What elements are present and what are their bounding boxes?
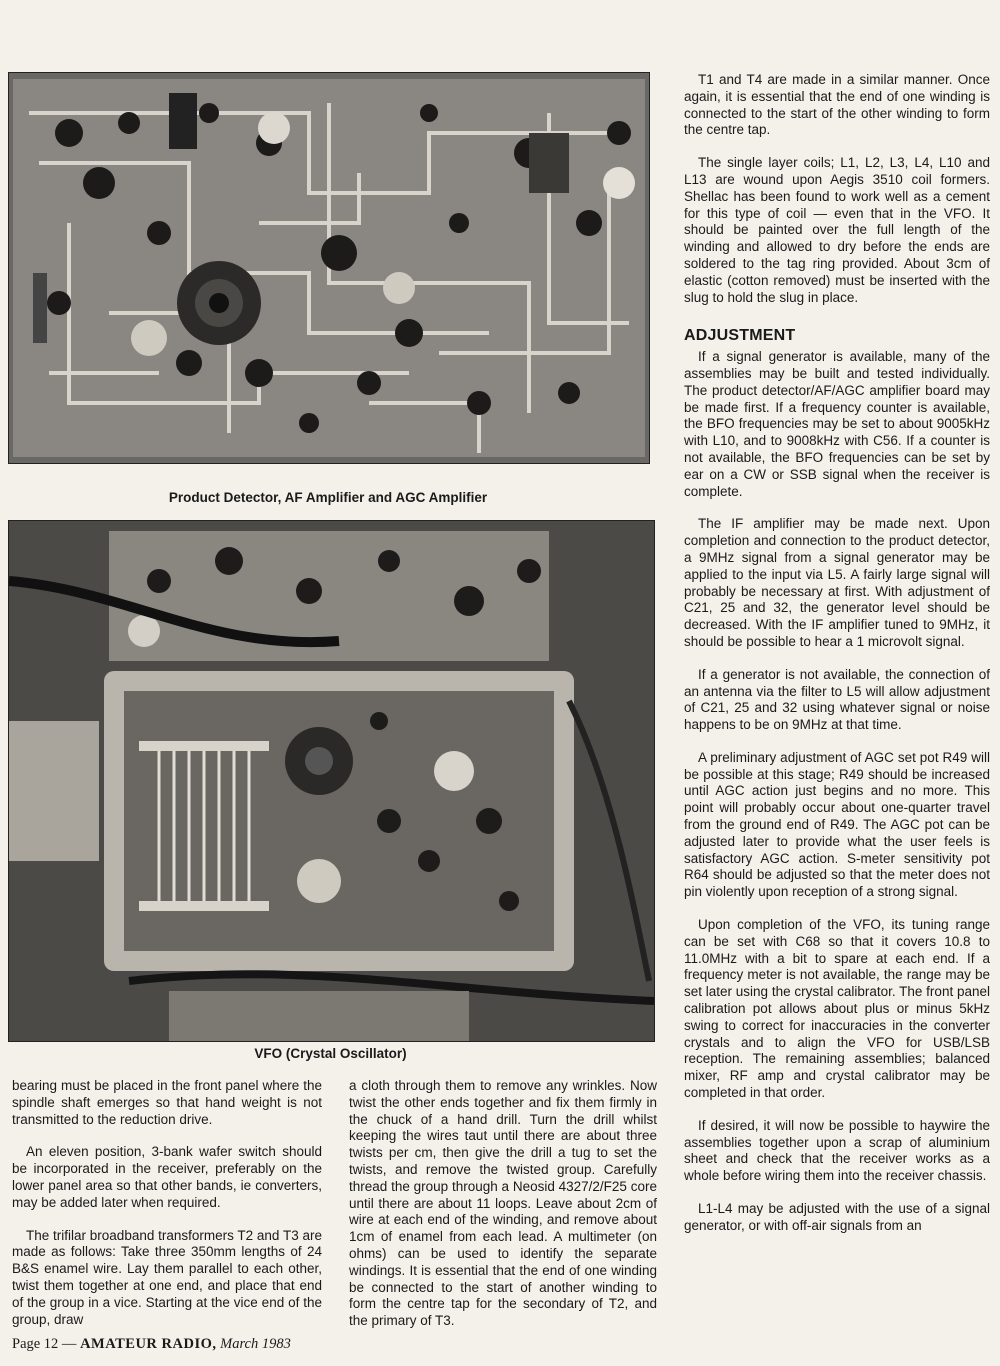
paragraph: If a signal generator is available, many of the assemblies may be built and tested individually. The product detector/AF/AGC amplifier board may be made first. If a frequency counter is available, the BFO frequencies may be set to about 9005kHz with L10, and to 9008kHz with C56. If a counter is not available, the BFO frequencies can be set by ear on a CW or SSB signal when the receiver is complete. — [684, 349, 990, 499]
right-text-column — [684, 72, 990, 1251]
paragraph: a cloth through them to remove any wrinkles. Now twist the other ends together and fix them firmly in the chuck of a hand drill. Turn the drill whilst keeping the wires taut until there are about three twists per cm, then give the drill a tug to set the twists, and remove the twisted group. Carefully thread the group through a Neosid 4327/2/F25 core until there are about 11 loops. Leave about 2cm of wire at each end of the winding, and remove about 1cm of enamel from each lead. A multimeter (on ohms) can be used to identify the separate windings. It is essential that the end of one winding be connected to the start of another winding to form the centre tap for the secondary of T2, and the primary of T3. — [349, 1078, 657, 1329]
page-number: Page 12 — — [12, 1336, 77, 1352]
paragraph: bearing must be placed in the front panel where the spindle shaft emerges so that hand weight is not transmitted to the reduction drive. — [12, 1078, 322, 1127]
vfo-image — [9, 521, 654, 1041]
circuit-board-image — [9, 73, 649, 463]
page-footer — [12, 1336, 291, 1353]
paragraph: Upon completion of the VFO, its tuning range can be set with C68 so that it covers 10.8 to 11.0MHz with a bit to spare at each end. If a frequency meter is not available, the range may be set later using the crystal calibrator. The front panel calibration pot allows about plus or minus 5kHz swing to correct for inaccuracies in the converter crystals and to align the VFO for USB/LSB reception. The remaining assemblies; balanced mixer, RF amp and crystal calibrator may be completed in that order. — [684, 917, 990, 1101]
paragraph: L1-L4 may be adjusted with the use of a signal generator, or with off-air signals from an — [684, 1201, 990, 1233]
issue-date: March 1983 — [220, 1336, 291, 1352]
paragraph: The IF amplifier may be made next. Upon completion and connection to the product detector, a 9MHz signal from a signal generator may be applied to the input via L5. A fairly large signal will probably be necessary at first. With adjustment of C21, 25 and 32, the generator level should be decreased. With the IF amplifier tuned to 9MHz, it should be possible to hear a 1 microvolt signal. — [684, 516, 990, 649]
photo-caption-product-detector: Product Detector, AF Amplifier and AGC Amplifier — [168, 490, 488, 505]
product-detector-board-photo — [8, 72, 650, 464]
paragraph: T1 and T4 are made in a similar manner. Once again, it is essential that the end of one winding is connected to the start of the other winding to form the centre tap. — [684, 72, 990, 138]
paragraph: The single layer coils; L1, L2, L3, L4, L10 and L13 are wound upon Aegis 3510 coil formers. Shellac has been found to work well as a cement for this type of coil — even that in the VFO. It should be painted over the full length of the winding and allowed to dry before the ends are soldered to the tag ring provided. About 3cm of elastic (cotton removed) must be inserted with the slug to hold the slug in place. — [684, 155, 990, 305]
vfo-photo — [8, 520, 655, 1042]
paragraph: A preliminary adjustment of AGC set pot R49 will be possible at this stage; R49 should be increased until AGC action just begins and no more. This point will probably occur about one-quarter travel from the ground end of R49. The AGC pot can be adjusted later to provide what the user feels is satisfactory AGC action. S-meter sensitivity pot R64 should be adjusted so that the meter does not pin violently upon reception of a strong signal. — [684, 749, 990, 900]
paragraph: If desired, it will now be possible to haywire the assemblies together upon a scrap of aluminium sheet and check that the receiver works as a whole before wiring them into the receiver chassis. — [684, 1117, 990, 1184]
middle-text-column — [349, 1078, 657, 1346]
paragraph: The trifilar broadband transformers T2 and T3 are made as follows: Take three 350mm lengths of 24 B&S enamel wire. Lay them parallel to each other, twist them together at one end, and place that end of the group in a vice. Starting at the vice end of the group, draw — [12, 1227, 322, 1327]
photo-caption-vfo: VFO (Crystal Oscillator) — [254, 1046, 407, 1061]
section-heading: ADJUSTMENT — [684, 327, 796, 345]
magazine-name: AMATEUR RADIO, — [80, 1336, 217, 1352]
paragraph: An eleven position, 3-bank wafer switch should be incorporated in the receiver, preferably on the lower panel area so that other bands, ie converters, may be added later when required. — [12, 1144, 322, 1210]
paragraph: If a generator is not available, the connection of an antenna via the filter to L5 will allow adjustment of C21, 25 and 32 using whatever signal or noise happens to be on 9MHz at that time. — [684, 666, 990, 733]
left-text-column — [12, 1078, 322, 1344]
